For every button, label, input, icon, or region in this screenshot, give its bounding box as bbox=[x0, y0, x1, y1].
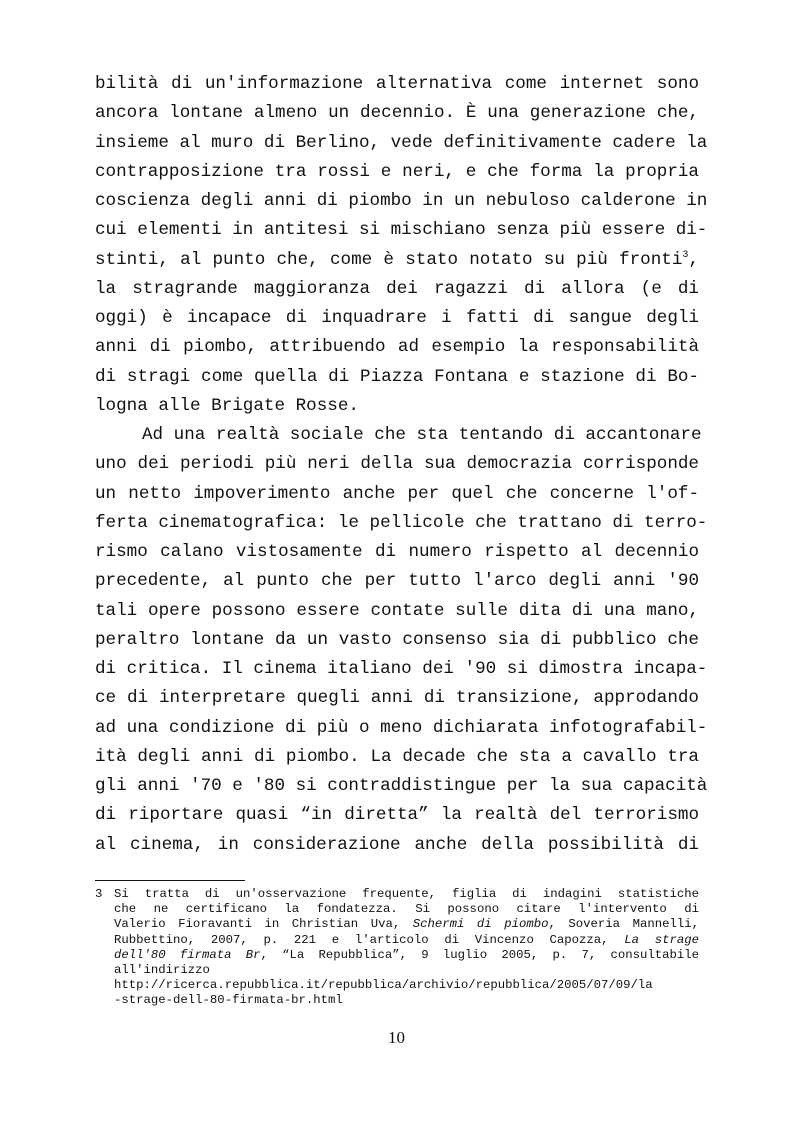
text-line: ancora lontane almeno un decennio. È una generazione che, bbox=[95, 103, 699, 124]
text-fragment: , bbox=[688, 249, 699, 270]
footnote-url: -strage-dell-80-firmata-br.html bbox=[114, 993, 343, 1008]
footnote-line bbox=[95, 917, 699, 932]
footnote-line: che ne certificano la fondatezza. Si possono citare l'intervento di bbox=[114, 902, 699, 917]
book-title: Schermi di piombo bbox=[412, 917, 549, 932]
text-line: uno dei periodi più neri della sua democrazia corrisponde bbox=[95, 454, 699, 475]
footnote-line bbox=[95, 948, 699, 963]
footnote-reference: 3 bbox=[682, 249, 689, 261]
text-line: contrapposizione tra rossi e neri, e che forma la propria bbox=[95, 161, 699, 182]
text-line: tali opere possono essere contate sulle dita di una mano, bbox=[95, 600, 699, 621]
footnote-line bbox=[95, 887, 699, 902]
text-line: precedente, al punto che per tutto l'arco degli anni '90 bbox=[95, 571, 699, 592]
footnote-number: 3 bbox=[95, 887, 103, 901]
text-line: di critica. Il cinema italiano dei '90 si dimostra incapa- bbox=[95, 659, 708, 679]
footnote-url: http://ricerca.repubblica.it/repubblica/archivio/repubblica/2005/07/09/la bbox=[114, 978, 653, 993]
footnote-text: , “La Repubblica”, 9 luglio 2005, p. 7, consultabile bbox=[260, 947, 699, 962]
text-line: di stragi come quella di Piazza Fontana e stazione di Bo- bbox=[95, 366, 699, 387]
footnote-text: Rubbettino, 2007, p. 221 e l'articolo di Vincenzo Capozza, bbox=[114, 932, 625, 947]
text-line: di riportare quasi “in diretta” la realtà del terrorismo bbox=[95, 805, 699, 826]
text-line: coscienza degli anni di piombo in un nebuloso calderone in bbox=[95, 191, 708, 211]
footnote bbox=[95, 887, 699, 1009]
footnote-text: , Soveria Mannelli, bbox=[548, 917, 699, 932]
text-line: al cinema, in considerazione anche della possibilità di bbox=[95, 834, 699, 855]
text-line-with-footnote bbox=[95, 246, 699, 275]
text-line: insieme al muro di Berlino, vede definitivamente cadere la bbox=[95, 132, 708, 153]
footnote-line bbox=[95, 933, 699, 948]
main-text bbox=[95, 70, 708, 860]
text-line: bilità di un'informazione alternativa come internet sono bbox=[95, 74, 699, 94]
text-line: anni di piombo, attribuendo ad esempio la responsabilità bbox=[95, 337, 699, 358]
footnote-text: Valerio Fioravanti in Christian Uva, bbox=[114, 917, 413, 932]
text-line: gli anni '70 e '80 si contraddistingue per la sua capacità bbox=[95, 776, 708, 796]
text-line: peraltro lontane da un vasto consenso sia di pubblico che bbox=[95, 629, 699, 650]
text-line: ità degli anni di piombo. La decade che sta a cavallo tra bbox=[95, 746, 699, 767]
article-title: dell'80 firmata Br bbox=[114, 947, 261, 962]
footnote-line: all'indirizzo bbox=[114, 962, 210, 977]
text-line: la stragrande maggioranza dei ragazzi di allora (e di bbox=[95, 278, 699, 299]
text-line: logna alle Brigate Rosse. bbox=[95, 395, 359, 416]
text-line: ad una condizione di più o meno dichiarata infotografabil- bbox=[95, 717, 708, 738]
footnote-text: Si tratta di un'osservazione frequente, figlia di indagini statistiche bbox=[114, 887, 699, 901]
text-fragment: stinti, al punto che, come è stato notato su più fronti bbox=[95, 249, 683, 270]
text-line: un netto impoverimento anche per quel che concerne l'of- bbox=[95, 483, 699, 504]
footnote-separator bbox=[95, 880, 245, 881]
page-number: 10 bbox=[388, 1028, 405, 1047]
article-title: La strage bbox=[624, 932, 699, 947]
text-line: cui elementi in antitesi si mischiano senza più essere di- bbox=[95, 220, 708, 241]
text-line: oggi) è incapace di inquadrare i fatti di sangue degli bbox=[95, 308, 699, 328]
text-line: ce di interpretare quegli anni di transizione, approdando bbox=[95, 688, 699, 709]
text-line: rismo calano vistosamente di numero rispetto al decennio bbox=[95, 542, 699, 562]
text-line: ferta cinematografica: le pellicole che trattano di terro- bbox=[95, 512, 708, 533]
text-line: Ad una realtà sociale che sta tentando di accantonare bbox=[142, 425, 702, 445]
